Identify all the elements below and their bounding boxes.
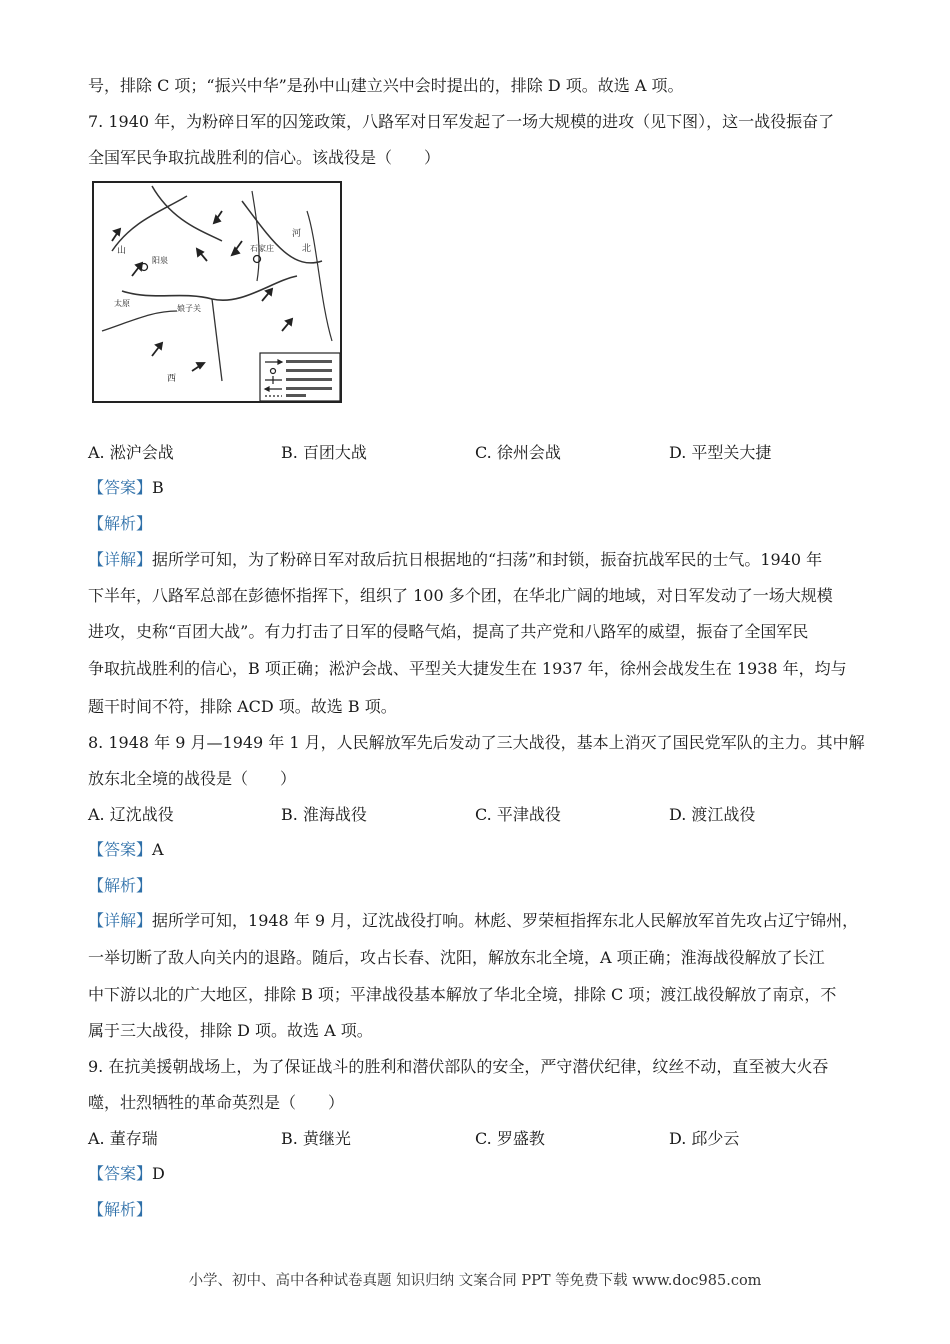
q8-detail-text1: 据所学可知，1948 年 9 月，辽沈战役打响。林彪、罗荣桓指挥东北人民解放军首先攻占辽宁锦州，	[152, 911, 859, 930]
map-label-yangquan: 阳泉	[152, 256, 168, 265]
map-label-shan: 山	[117, 246, 127, 256]
q9-answer-tag: 【答案】	[88, 1164, 153, 1183]
q7-detail-line5: 题干时间不符，排除 ACD 项。故选 B 项。	[88, 697, 397, 716]
map-label-xi: 西	[167, 374, 177, 384]
q8-stem-line1: 8. 1948 年 9 月—1949 年 1 月，人民解放军先后发动了三大战役，基本上消灭了国民党军队的主力。其中解	[88, 733, 865, 752]
q7-answer-value: B	[152, 478, 164, 497]
q7-option-a: A. 淞沪会战	[88, 443, 174, 462]
q7-detail-text1: 据所学可知，为了粉碎日军对敌后抗日根据地的“扫荡”和封锁，振奋抗战军民的士气。1940 年	[152, 550, 823, 569]
q7-detail-line2: 下半年，八路军总部在彭德怀指挥下，组织了 100 多个团，在华北广阔的地域，对日军发动了一场大规模	[88, 586, 833, 605]
q7-stem-line2: 全国军民争取抗战胜利的信心。该战役是（ ）	[88, 148, 441, 167]
q9-option-b: B. 黄继光	[281, 1129, 351, 1148]
q7-detail-tag: 【详解】	[88, 550, 153, 569]
q8-answer-value: A	[152, 840, 164, 859]
q8-detail-tag: 【详解】	[88, 911, 153, 930]
q7-option-d: D. 平型关大捷	[669, 443, 772, 462]
q8-detail-line1	[88, 911, 858, 931]
q7-answer-tag: 【答案】	[88, 478, 153, 497]
q8-detail-line4: 属于三大战役，排除 D 项。故选 A 项。	[88, 1021, 373, 1040]
top-line: 号，排除 C 项；“振兴中华”是孙中山建立兴中会时提出的，排除 D 项。故选 A 项。	[88, 76, 684, 95]
map-label-shijiazhuang: 石家庄	[250, 244, 274, 253]
q8-option-c: C. 平津战役	[475, 805, 561, 824]
q7-detail-line4: 争取抗战胜利的信心，B 项正确；淞沪会战、平型关大捷发生在 1937 年，徐州会战发生在 1938 年，均与	[88, 659, 847, 678]
q9-option-c: C. 罗盛教	[475, 1129, 545, 1148]
q9-option-a: A. 董存瑞	[88, 1129, 158, 1148]
q9-stem-line1: 9. 在抗美援朝战场上，为了保证战斗的胜利和潜伏部队的安全，严守潜伏纪律，纹丝不动，直至被大火吞	[88, 1057, 829, 1076]
q9-analysis-tag: 【解析】	[88, 1200, 153, 1219]
q8-analysis-tag: 【解析】	[88, 876, 153, 895]
map-label-bei: 北	[302, 244, 312, 254]
map-label-niangziguan: 娘子关	[177, 304, 201, 313]
q9-answer	[88, 1164, 165, 1184]
q7-analysis-tag: 【解析】	[88, 514, 153, 533]
q8-stem-line2: 放东北全境的战役是（ ）	[88, 769, 297, 788]
q8-option-a: A. 辽沈战役	[88, 805, 174, 824]
q8-answer	[88, 840, 164, 860]
q8-option-b: B. 淮海战役	[281, 805, 367, 824]
q7-option-b: B. 百团大战	[281, 443, 367, 462]
q9-option-d: D. 邱少云	[669, 1129, 740, 1148]
map-label-taiyuan: 太原	[114, 299, 130, 308]
q8-answer-tag: 【答案】	[88, 840, 153, 859]
q8-detail-line3: 中下游以北的广大地区，排除 B 项；平津战役基本解放了华北全境，排除 C 项；渡江战役解放了南京，不	[88, 985, 837, 1004]
q8-option-d: D. 渡江战役	[669, 805, 756, 824]
q7-option-c: C. 徐州会战	[475, 443, 561, 462]
q7-answer	[88, 478, 164, 498]
q7-detail-line1	[88, 550, 822, 570]
q7-detail-line3: 进攻，史称“百团大战”。有力打击了日军的侵略气焰，提高了共产党和八路军的威望，振奋了全国军民	[88, 622, 809, 641]
q9-stem-line2: 噬，壮烈牺牲的革命英烈是（ ）	[88, 1093, 345, 1112]
battle-map	[92, 181, 342, 403]
q7-stem-line1: 7. 1940 年，为粉碎日军的囚笼政策，八路军对日军发起了一场大规模的进攻（见下图），这一战役振奋了	[88, 112, 835, 131]
map-label-he: 河	[292, 229, 302, 239]
page-footer: 小学、初中、高中各种试卷真题 知识归纳 文案合同 PPT 等免费下载 www.doc985.com	[188, 1273, 762, 1289]
q8-detail-line2: 一举切断了敌人向关内的退路。随后，攻占长春、沈阳，解放东北全境，A 项正确；淮海战役解放了长江	[88, 948, 825, 967]
q9-answer-value: D	[152, 1164, 165, 1183]
